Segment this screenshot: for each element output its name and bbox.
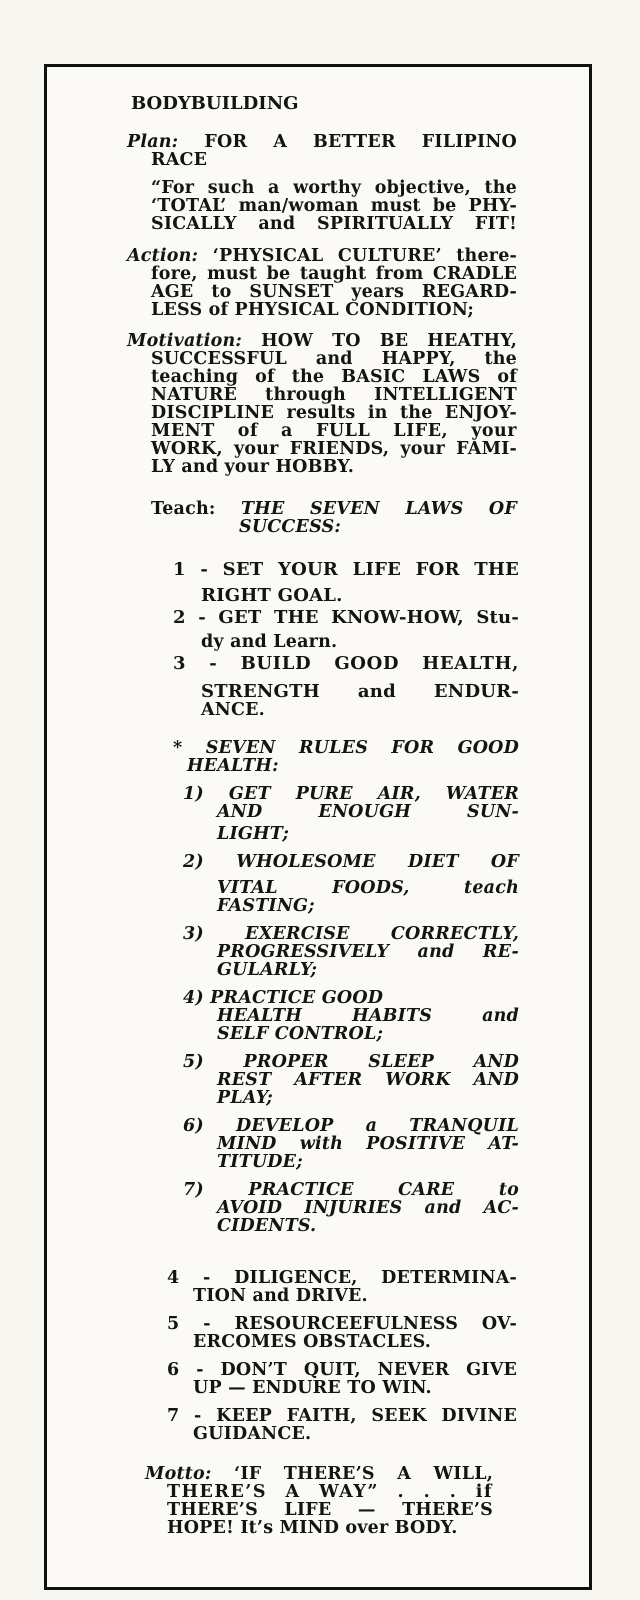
rule-text: DEVELOP a TRANQUIL — [235, 1116, 519, 1136]
motivation-line-6: MENT of a FULL LIFE, your — [151, 421, 517, 441]
law-text: dy and Learn. — [201, 632, 338, 652]
quote-section — [151, 179, 517, 233]
motivation-line-1: HOW TO BE HEATHY, — [261, 331, 517, 351]
action-line-1: ‘PHYSICAL CULTURE’ there- — [212, 246, 518, 266]
health-rules-list — [183, 785, 519, 1235]
laws-first-group — [173, 561, 519, 719]
law-text: ANCE. — [201, 700, 265, 720]
rule-number: 6) — [183, 1116, 204, 1136]
rule-text: HEALTH HABITS and — [217, 1006, 519, 1026]
motivation-line-3: teaching of the BASIC LAWS of — [151, 367, 517, 387]
quote-line-3: SICALLY and SPIRITUALLY FIT! — [151, 214, 517, 234]
motivation-line-5: DISCIPLINE results in the ENJOY- — [151, 403, 517, 423]
rule-number: 4) — [183, 988, 204, 1008]
teach-label: Teach: — [151, 499, 216, 519]
page-title: BODYBUILDING — [131, 93, 299, 114]
law-item — [173, 609, 519, 651]
rule-text: EXERCISE CORRECTLY, — [245, 924, 519, 944]
rule-item — [183, 1117, 519, 1171]
rule-text: PROGRESSIVELY and RE- — [217, 942, 519, 962]
action-section — [127, 247, 517, 319]
law-item — [173, 561, 519, 605]
law-text: RESOURCEEFULNESS OV- — [234, 1314, 517, 1334]
rule-item — [183, 785, 519, 843]
motto-line-4: HOPE! It’s MIND over BODY. — [167, 1518, 458, 1538]
rule-text: PROPER SLEEP AND — [243, 1052, 519, 1072]
quote-line-2: ‘TOTAL’ man/woman must be PHY- — [151, 196, 517, 216]
motivation-line-7: WORK, your FRIENDS, your FAMI- — [151, 439, 517, 459]
law-text: DON’T QUIT, NEVER GIVE — [220, 1360, 518, 1380]
motivation-label: Motivation: — [127, 331, 243, 351]
law-number: 1 - — [173, 559, 209, 580]
health-rules-section — [173, 739, 519, 775]
law-number: 3 - — [173, 653, 218, 674]
law-text: GUIDANCE. — [193, 1424, 312, 1444]
rule-number: 1) — [183, 784, 204, 804]
plan-line-1: FOR A BETTER FILIPINO — [204, 132, 518, 152]
rule-text: REST AFTER WORK AND — [217, 1070, 519, 1090]
rule-text: GULARLY; — [217, 960, 318, 980]
law-number: 5 - — [167, 1314, 211, 1334]
motivation-line-4: NATURE through INTELLIGENT — [151, 385, 517, 405]
motivation-line-8: LY and your HOBBY. — [151, 457, 355, 477]
law-item — [173, 655, 519, 719]
rule-text: FASTING; — [217, 896, 315, 916]
rule-item — [183, 1181, 519, 1235]
law-text: KEEP FAITH, SEEK DIVINE — [216, 1406, 517, 1426]
law-text: TION and DRIVE. — [193, 1286, 368, 1306]
law-text: SET YOUR LIFE FOR THE — [222, 559, 519, 580]
law-text: GET THE KNOW-HOW, Stu- — [218, 607, 519, 628]
rule-number: 2) — [183, 852, 204, 872]
law-item — [167, 1315, 517, 1351]
law-text: ERCOMES OBSTACLES. — [193, 1332, 432, 1352]
law-text: BUILD GOOD HEALTH, — [240, 653, 519, 674]
law-number: 4 - — [167, 1268, 211, 1288]
motto-line-2: THERE’S A WAY” . . . if — [167, 1482, 493, 1502]
law-item — [167, 1407, 517, 1443]
rule-text: MIND with POSITIVE AT- — [217, 1134, 519, 1154]
teach-line-2: SUCCESS: — [239, 517, 342, 537]
rule-text: TITUDE; — [217, 1152, 303, 1172]
health-rules-heading: * SEVEN RULES FOR GOOD — [173, 738, 519, 758]
law-number: 6 - — [167, 1360, 204, 1380]
laws-second-group — [167, 1269, 517, 1443]
rule-text: AVOID INJURIES and AC- — [217, 1198, 519, 1218]
rule-text: SELF CONTROL; — [217, 1024, 384, 1044]
teach-section — [151, 500, 517, 536]
action-line-4: LESS of PHYSICAL CONDITION; — [151, 300, 475, 320]
motivation-section — [127, 332, 517, 476]
rule-number: 3) — [183, 924, 204, 944]
teach-line-1: THE SEVEN LAWS OF — [241, 499, 517, 519]
rule-text: PRACTICE GOOD — [210, 988, 384, 1008]
law-text: UP — ENDURE TO WIN. — [193, 1378, 432, 1398]
law-number: 7 - — [167, 1406, 202, 1426]
motto-label: Motto: — [145, 1464, 212, 1484]
rule-text: WHOLESOME DIET OF — [236, 852, 519, 872]
rule-item — [183, 853, 519, 915]
rule-item — [183, 989, 519, 1043]
law-number: 2 - — [173, 607, 206, 628]
rule-number: 5) — [183, 1052, 204, 1072]
quote-line-1: “For such a worthy objective, the — [151, 178, 517, 198]
rule-text: PRACTICE CARE to — [248, 1180, 520, 1200]
plan-label: Plan: — [127, 132, 179, 152]
plan-section — [127, 133, 517, 169]
law-text: STRENGTH and ENDUR- — [201, 681, 519, 702]
action-label: Action: — [127, 246, 199, 266]
rule-text: VITAL FOODS, teach — [217, 878, 519, 898]
motivation-line-2: SUCCESSFUL and HAPPY, the — [151, 349, 517, 369]
law-text: DILIGENCE, DETERMINA- — [234, 1268, 517, 1288]
rule-item — [183, 1053, 519, 1107]
motto-line-3: THERE’S LIFE — THERE’S — [167, 1500, 493, 1520]
article-frame — [44, 64, 592, 1590]
rule-item — [183, 925, 519, 979]
rule-text: LIGHT; — [217, 824, 290, 844]
rule-text: AND ENOUGH SUN- — [217, 802, 519, 822]
action-line-3: AGE to SUNSET years REGARD- — [151, 282, 517, 302]
rule-number: 7) — [183, 1180, 204, 1200]
health-rules-heading: HEALTH: — [187, 756, 279, 776]
motto-line-1: ‘IF THERE’S A WILL, — [234, 1464, 493, 1484]
motto-section — [145, 1465, 493, 1537]
rule-text: PLAY; — [217, 1088, 273, 1108]
rule-text: GET PURE AIR, WATER — [228, 784, 519, 804]
rule-text: CIDENTS. — [217, 1216, 317, 1236]
law-item — [167, 1361, 517, 1397]
law-text: RIGHT GOAL. — [201, 585, 343, 606]
action-line-2: fore, must be taught from CRADLE — [151, 264, 517, 284]
plan-line-2: RACE — [151, 150, 208, 170]
law-item — [167, 1269, 517, 1305]
